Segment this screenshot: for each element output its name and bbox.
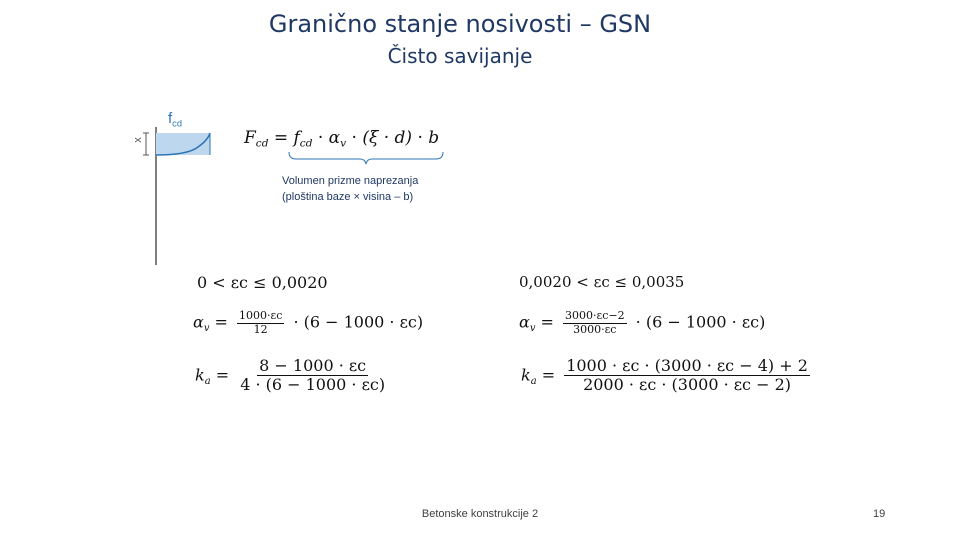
page-number: 19 [873, 508, 886, 520]
stress-diagram [130, 105, 230, 270]
fcd-label: $f_{cd}$ [168, 110, 182, 129]
fcd-formula: $F_{cd} = f_{cd} \cdot \alpha_v \cdot (\xi \cdot d) \cdot b$ [244, 128, 440, 150]
left-alpha-formula: $\alpha_v$ = $\frac{1000\cdot\varepsilon c}{12}$ · (6 − 1000 · εc) [193, 309, 424, 336]
left-ka-formula: $k_a$ = $\frac{8 - 1000 \cdot \varepsilon c}{4 \cdot (6 - 1000 \cdot \varepsilon c)}$ [195, 356, 386, 395]
right-alpha-formula: $\alpha_v$ = $\frac{3000\cdot\varepsilon c-2}{3000\cdot\varepsilon c}$ · (6 − 1000 · εc) [519, 309, 766, 336]
left-condition: 0 < εc ≤ 0,0020 [197, 273, 328, 292]
slide-title: Granično stanje nosivosti – GSN [268, 10, 652, 38]
right-ka-formula: $k_a$ = $\frac{1000 \cdot \varepsilon c \cdot (3000 \cdot \varepsilon c - 4) + 2}{2000 \cdot \varepsilon c \cdot (3000 \cdot \varepsilon c - 2)}$ [521, 356, 808, 395]
volume-note: Volumen prizme naprezanja (ploština baze × visina – b) [282, 175, 419, 203]
underbrace [286, 150, 448, 170]
x-label: x [131, 137, 144, 143]
right-condition: 0,0020 < εc ≤ 0,0035 [519, 273, 685, 291]
footer-course: Betonske konstrukcije 2 [421, 508, 539, 520]
slide-subtitle: Čisto savijanje [387, 44, 533, 68]
